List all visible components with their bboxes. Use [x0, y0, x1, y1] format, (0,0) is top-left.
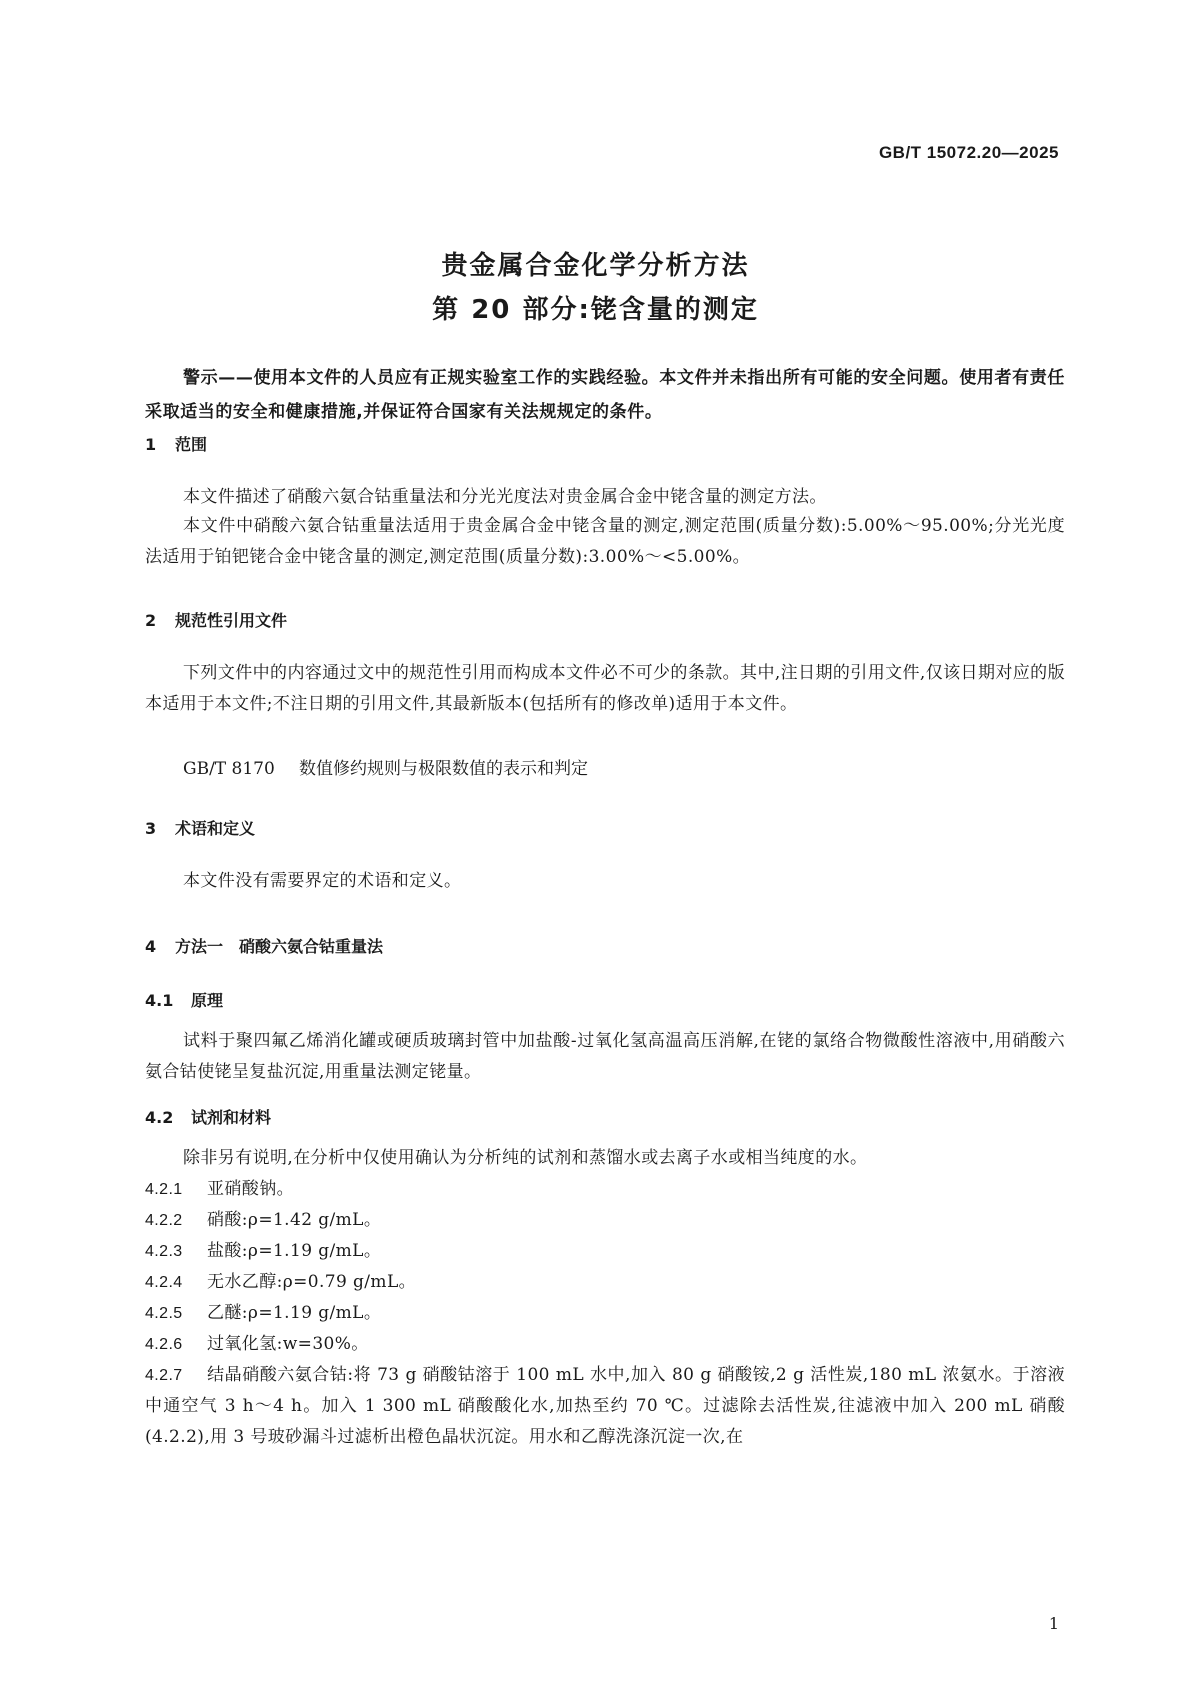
section-title: 方法一 硝酸六氨合钴重量法: [175, 937, 384, 956]
paragraph: 试料于聚四氟乙烯消化罐或硬质玻璃封管中加盐酸-过氧化氢高温高压消解,在铑的氯络合物微酸性溶液中,用硝酸六氨合钴使铑呈复盐沉淀,用重量法测定铑量。: [145, 1031, 1065, 1082]
item-number: 4.2.6: [145, 1336, 183, 1353]
normative-reference: [183, 754, 588, 779]
item-number: 4.2.5: [145, 1305, 183, 1322]
section-4-heading: [145, 934, 383, 957]
list-item: [145, 1360, 1065, 1453]
section-title: 范围: [175, 435, 208, 454]
item-number: 4.2.3: [145, 1243, 183, 1260]
reference-code: GB/T 8170: [183, 759, 275, 779]
item-text: 乙醚:ρ=1.19 g/mL。: [207, 1303, 382, 1323]
section-number: 3: [145, 819, 157, 838]
reference-title: 数值修约规则与极限数值的表示和判定: [299, 759, 588, 779]
paragraph: 本文件没有需要界定的术语和定义。: [183, 871, 462, 891]
section-number: 2: [145, 611, 157, 630]
section-title: 试剂和材料: [191, 1108, 272, 1127]
section-title: 原理: [191, 991, 224, 1010]
section-number: 4.2: [145, 1108, 174, 1127]
section-title: 术语和定义: [175, 819, 256, 838]
item-number: 4.2.1: [145, 1181, 183, 1198]
document-title: 贵金属合金化学分析方法: [441, 251, 750, 281]
section-number: 4: [145, 937, 157, 956]
paragraph: 本文件描述了硝酸六氨合钴重量法和分光光度法对贵金属合金中铑含量的测定方法。: [183, 487, 827, 507]
item-text: 盐酸:ρ=1.19 g/mL。: [207, 1241, 382, 1261]
paragraph: 本文件中硝酸六氨合钴重量法适用于贵金属合金中铑含量的测定,测定范围(质量分数):5.00%～95.00%;分光光度法适用于铂钯铑合金中铑含量的测定,测定范围(质量分数):3.00%～<5.00%。: [145, 516, 1065, 567]
section-1-heading: [145, 432, 207, 455]
page-number: 1: [1048, 1614, 1059, 1633]
section-3-heading: [145, 816, 255, 839]
item-text: 无水乙醇:ρ=0.79 g/mL。: [207, 1272, 417, 1292]
list-item: [145, 1174, 1065, 1205]
paragraph: 下列文件中的内容通过文中的规范性引用而构成本文件必不可少的条款。其中,注日期的引用文件,仅该日期对应的版本适用于本文件;不注日期的引用文件,其最新版本(包括所有的修改单)适用于本文件。: [145, 663, 1065, 714]
list-item: [145, 1298, 1065, 1329]
list-item: [145, 1236, 1065, 1267]
paragraph: 除非另有说明,在分析中仅使用确认为分析纯的试剂和蒸馏水或去离子水或相当纯度的水。: [183, 1148, 868, 1168]
section-4-1-heading: [145, 988, 223, 1011]
item-text: 结晶硝酸六氨合钴:将 73 g 硝酸钴溶于 100 mL 水中,加入 80 g 硝酸铵,2 g 活性炭,180 mL 浓氨水。于溶液中通空气 3 h～4 h。加入 1 300 mL 硝酸酸化水,加热至约 70 ℃。过滤除去活性炭,往滤液中加入 200 mL 硝酸(4.2.2),用 3 号玻砂漏斗过滤析出橙色晶状沉淀。用水和乙醇洗涤沉淀一次,在: [145, 1365, 1066, 1447]
list-item: [145, 1205, 1065, 1236]
section-title: 规范性引用文件: [175, 611, 288, 630]
item-number: 4.2.4: [145, 1274, 183, 1291]
item-text: 硝酸:ρ=1.42 g/mL。: [207, 1210, 382, 1230]
section-4-2-heading: [145, 1105, 271, 1128]
section-number: 1: [145, 435, 157, 454]
item-number: 4.2.7: [145, 1367, 183, 1384]
document-subtitle: 第 20 部分:铑含量的测定: [432, 295, 759, 325]
list-item: [145, 1267, 1065, 1298]
warning-paragraph: 警示——使用本文件的人员应有正规实验室工作的实践经验。本文件并未指出所有可能的安全问题。使用者有责任采取适当的安全和健康措施,并保证符合国家有关法规规定的条件。: [145, 368, 1065, 422]
section-number: 4.1: [145, 991, 174, 1010]
item-text: 过氧化氢:w=30%。: [207, 1334, 369, 1354]
list-item: [145, 1329, 1065, 1360]
standard-number: GB/T 15072.20—2025: [878, 143, 1059, 162]
item-number: 4.2.2: [145, 1212, 183, 1229]
section-2-heading: [145, 608, 287, 631]
item-text: 亚硝酸钠。: [207, 1179, 294, 1199]
